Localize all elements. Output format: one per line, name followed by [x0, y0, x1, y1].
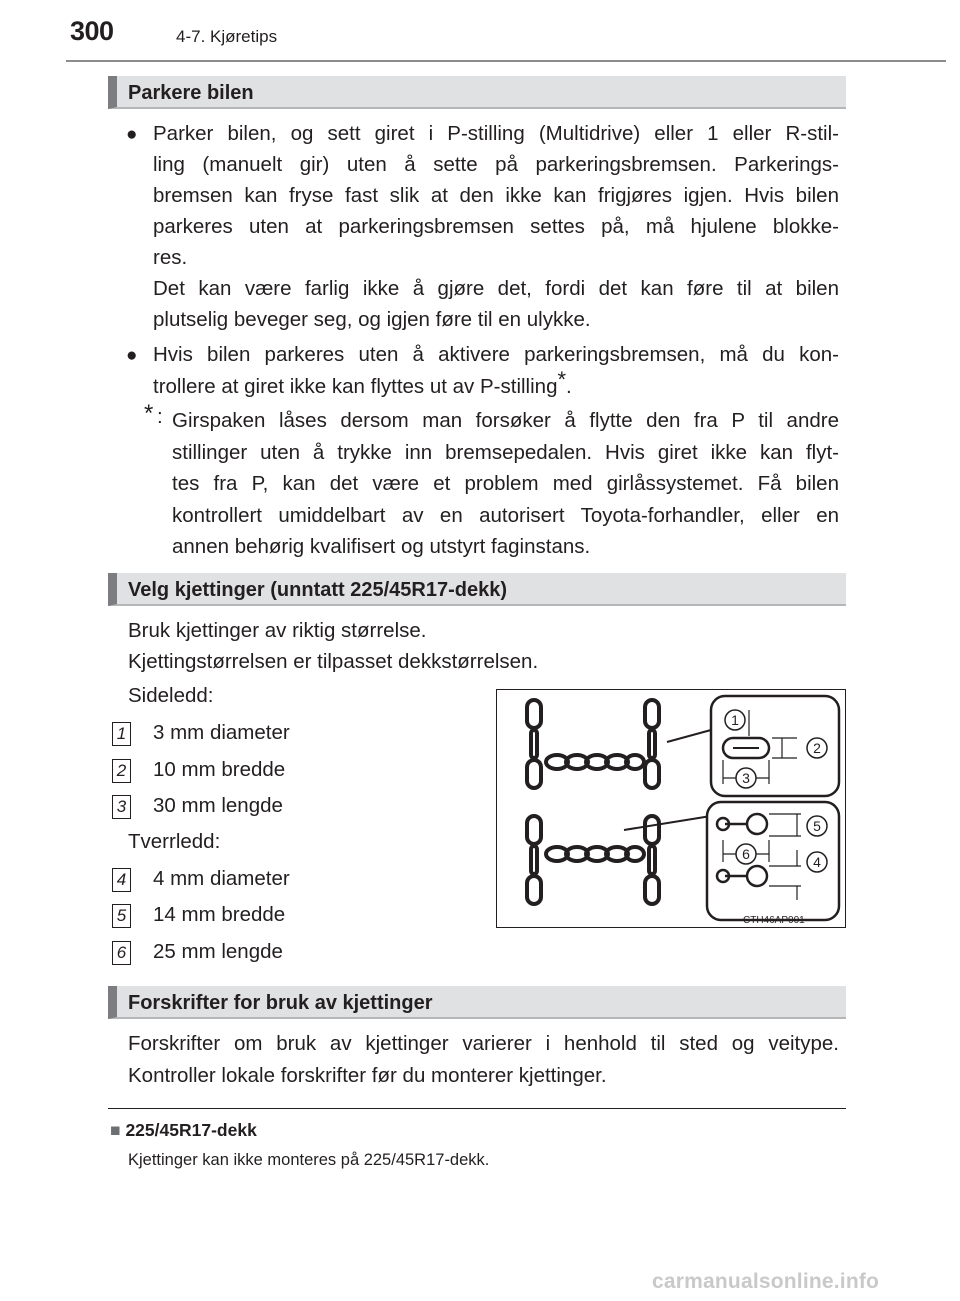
- spec-text: 25 mm lengde: [153, 940, 283, 963]
- section-title: Parkere bilen: [128, 82, 254, 104]
- callout-3: 3: [742, 770, 750, 786]
- section-heading-parking: [108, 76, 846, 109]
- text-span: trollere at giret ikke kan flyttes ut av P-stilling: [153, 375, 558, 398]
- callout-number: 1: [112, 722, 131, 746]
- rules-text: [128, 1028, 839, 1092]
- text-line: res.: [153, 246, 188, 269]
- section-title: Velg kjettinger (unntatt 225/45R17-dekk): [128, 579, 508, 601]
- footnote-colon: :: [157, 405, 163, 428]
- footer-rule: [108, 1108, 846, 1109]
- callout-2: 2: [813, 740, 821, 756]
- callout-1: 1: [731, 712, 739, 728]
- text-line: Girspaken låses dersom man forsøker å flytte den fra P til andre: [172, 409, 839, 432]
- note-heading-text: 225/45R17-dekk: [125, 1120, 257, 1140]
- footnote-asterisk: *: [144, 400, 154, 427]
- callout-6: 6: [742, 846, 750, 862]
- spec-text: 30 mm lengde: [153, 794, 283, 817]
- text-line: Bruk kjettinger av riktig størrelse.: [128, 619, 427, 642]
- spec-item: [112, 940, 283, 965]
- section-heading-chains: [108, 573, 846, 606]
- bullet-icon: ●: [126, 345, 138, 366]
- watermark: carmanualsonline.info: [652, 1270, 880, 1293]
- text-line: [153, 367, 839, 402]
- text-line: plutselig beveger seg, og igjen føre til en ulykke.: [153, 308, 591, 331]
- text-line: Forskrifter om bruk av kjettinger varierer i henhold til sted og veitype.: [128, 1032, 839, 1055]
- text-line: bremsen kan fryse fast slik at den ikke kan frigjøres igjen. Hvis bilen: [153, 184, 839, 207]
- cross-link-label: Tverrledd:: [128, 830, 221, 853]
- text-line: Hvis bilen parkeres uten å aktivere parkeringsbremsen, må du kon-: [153, 343, 839, 366]
- text-line: Parker bilen, og sett giret i P-stilling (Multidrive) eller 1 eller R-stil-: [153, 122, 839, 145]
- chains-intro: [128, 615, 538, 677]
- spec-text: 10 mm bredde: [153, 758, 286, 781]
- asterisk-mark: *: [557, 367, 567, 392]
- callout-number: 2: [112, 759, 131, 783]
- section-heading-rules: [108, 986, 846, 1019]
- footnote-text: [172, 405, 839, 563]
- text-line: stillinger uten å trykke inn bremsepedalen. Hvis giret ikke kan flyt-: [172, 440, 839, 464]
- callout-number: 4: [112, 868, 131, 892]
- callout-5: 5: [813, 818, 821, 834]
- spec-item: [112, 758, 286, 783]
- spec-item: [112, 721, 290, 746]
- text-line: parkeres uten at parkeringsbremsen settes på, må hjulene blokke-: [153, 215, 839, 238]
- spec-text: 3 mm diameter: [153, 721, 290, 744]
- page-number: 300: [70, 16, 114, 46]
- spec-item: [112, 903, 286, 928]
- chain-diagram: [497, 690, 845, 927]
- figure-code: CTH46AP001: [743, 915, 805, 926]
- callout-number: 3: [112, 795, 131, 819]
- spec-text: 14 mm bredde: [153, 903, 286, 926]
- text-line: ling (manuelt gir) uten å sette på parkeringsbremsen. Parkerings-: [153, 153, 839, 176]
- text-line: Kjettingstørrelsen er tilpasset dekkstørrelsen.: [128, 650, 539, 673]
- text-line: annen behørig kvalifisert og utstyrt faginstans.: [172, 535, 591, 558]
- spec-item: [112, 794, 283, 819]
- text-line: Kontroller lokale forskrifter før du monterer kjettinger.: [128, 1064, 607, 1087]
- callout-number: 6: [112, 941, 131, 965]
- text-line: Det kan være farlig ikke å gjøre det, fordi det kan føre til at bilen: [153, 277, 839, 300]
- spec-text: 4 mm diameter: [153, 867, 290, 890]
- callout-4: 4: [813, 854, 821, 870]
- side-link-label: Sideledd:: [128, 684, 214, 707]
- note-text: Kjettinger kan ikke monteres på 225/45R17-dekk.: [128, 1151, 490, 1169]
- running-head: 4-7. Kjøretips: [176, 27, 278, 46]
- text-line: kontrollert umiddelbart av en autorisert Toyota-forhandler, eller en: [172, 503, 839, 527]
- bullet-icon: ●: [126, 124, 138, 145]
- note-heading: [110, 1120, 257, 1141]
- spec-item: [112, 867, 290, 892]
- header-rule: [66, 60, 946, 62]
- parking-bullet-1: [153, 118, 839, 335]
- section-title: Forskrifter for bruk av kjettinger: [128, 992, 433, 1014]
- callout-number: 5: [112, 904, 131, 928]
- chain-illustration: [496, 689, 846, 928]
- square-bullet-icon: ■: [110, 1120, 121, 1140]
- text-span: .: [566, 375, 572, 398]
- parking-bullet-2: [153, 339, 839, 402]
- text-line: tes fra P, kan det være et problem med girlåssystemet. Få bilen: [172, 472, 839, 495]
